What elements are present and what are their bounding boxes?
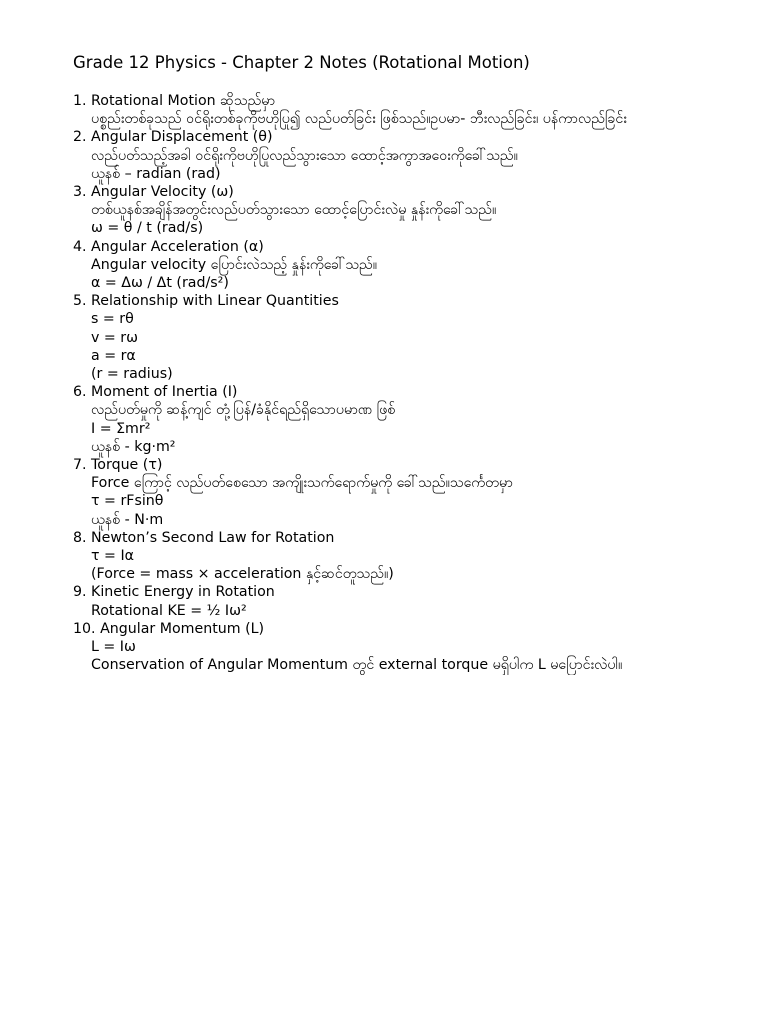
section-detail-line: လည်ပတ်မှုကို ဆန့်ကျင် တုံ့ပြန်/ခံနိုင်ရည်ရှိသောပမာဏ ဖြစ် — [91, 402, 396, 419]
section-detail-line: v = rω — [91, 329, 139, 346]
section-heading: 2. Angular Displacement (θ) — [73, 129, 273, 146]
section-detail-line: τ = Iα — [91, 548, 134, 565]
note-section — [73, 456, 768, 529]
section-detail-line: Rotational KE = ½ Iω² — [91, 602, 247, 619]
section-detail-line: ယူနစ် - N·m — [91, 511, 164, 528]
section-detail-line: ယူနစ် - kg·m² — [91, 438, 176, 455]
section-heading: 9. Kinetic Energy in Rotation — [73, 584, 275, 601]
section-heading: 3. Angular Velocity (ω) — [73, 184, 234, 201]
section-detail-line: I = Σmr² — [91, 420, 151, 437]
section-detail-line: ယူနစ် – radian (rad) — [91, 165, 221, 182]
note-section — [73, 183, 768, 238]
section-heading: 10. Angular Momentum (L) — [73, 620, 265, 637]
note-section — [73, 92, 768, 128]
section-heading: 4. Angular Acceleration (α) — [73, 238, 264, 255]
section-detail-line: a = rα — [91, 347, 136, 364]
section-detail-line: Conservation of Angular Momentum တွင် external torque မရှိပါက L မပြောင်းလဲပါ။ — [91, 657, 623, 674]
section-detail-line: ပစ္စည်းတစ်ခုသည် ဝင်ရိုးတစ်ခုကိုဗဟိုပြု၍ လည်ပတ်ခြင်း ဖြစ်သည်။ဥပမာ- ဘီးလည်ခြင်း၊ ပန်ကာလည်ခြင်း — [91, 111, 627, 128]
section-detail-line: α = Δω / Δt (rad/s²) — [91, 275, 229, 292]
note-section — [73, 292, 768, 383]
note-section — [73, 620, 768, 675]
section-detail-line: Angular velocity ပြောင်းလဲသည့် နှုန်းကိုခေါ်သည်။ — [91, 256, 378, 273]
document-title: Grade 12 Physics - Chapter 2 Notes (Rotational Motion) — [73, 53, 530, 72]
section-detail-line: (r = radius) — [91, 366, 173, 383]
section-detail-line: လည်ပတ်သည့်အခါ ဝင်ရိုးကိုဗဟိုပြုလည်သွားသော ထောင့်အကွာအဝေးကိုခေါ်သည်။ — [91, 147, 518, 164]
note-section — [73, 583, 768, 619]
section-detail-line: ω = θ / t (rad/s) — [91, 220, 204, 237]
section-heading: 8. Newton’s Second Law for Rotation — [73, 529, 335, 546]
note-section — [73, 238, 768, 293]
note-section — [73, 383, 768, 456]
section-heading: 1. Rotational Motion ဆိုသည်မှာ — [73, 93, 276, 109]
section-detail-line: Force ကြောင့် လည်ပတ်စေသော အကျိုးသက်ရောက်မှုကို ခေါ်သည်။သင်္ကေတမှာ — [91, 475, 513, 492]
section-heading: 5. Relationship with Linear Quantities — [73, 293, 339, 310]
notes-document — [73, 51, 768, 675]
section-detail-line: L = Iω — [91, 639, 136, 656]
section-heading: 7. Torque (τ) — [73, 457, 163, 474]
note-section — [73, 128, 768, 183]
section-detail-line: s = rθ — [91, 311, 134, 328]
section-detail-line: τ = rFsinθ — [91, 493, 164, 510]
note-section — [73, 529, 768, 584]
notes-sections — [73, 92, 768, 675]
section-detail-line: (Force = mass × acceleration နှင့်ဆင်တူသည်။) — [91, 566, 394, 583]
section-heading: 6. Moment of Inertia (I) — [73, 384, 238, 401]
section-detail-line: တစ်ယူနစ်အချိန်အတွင်းလည်ပတ်သွားသော ထောင့်ပြောင်းလဲမှု နှုန်းကိုခေါ်သည်။ — [91, 202, 497, 219]
